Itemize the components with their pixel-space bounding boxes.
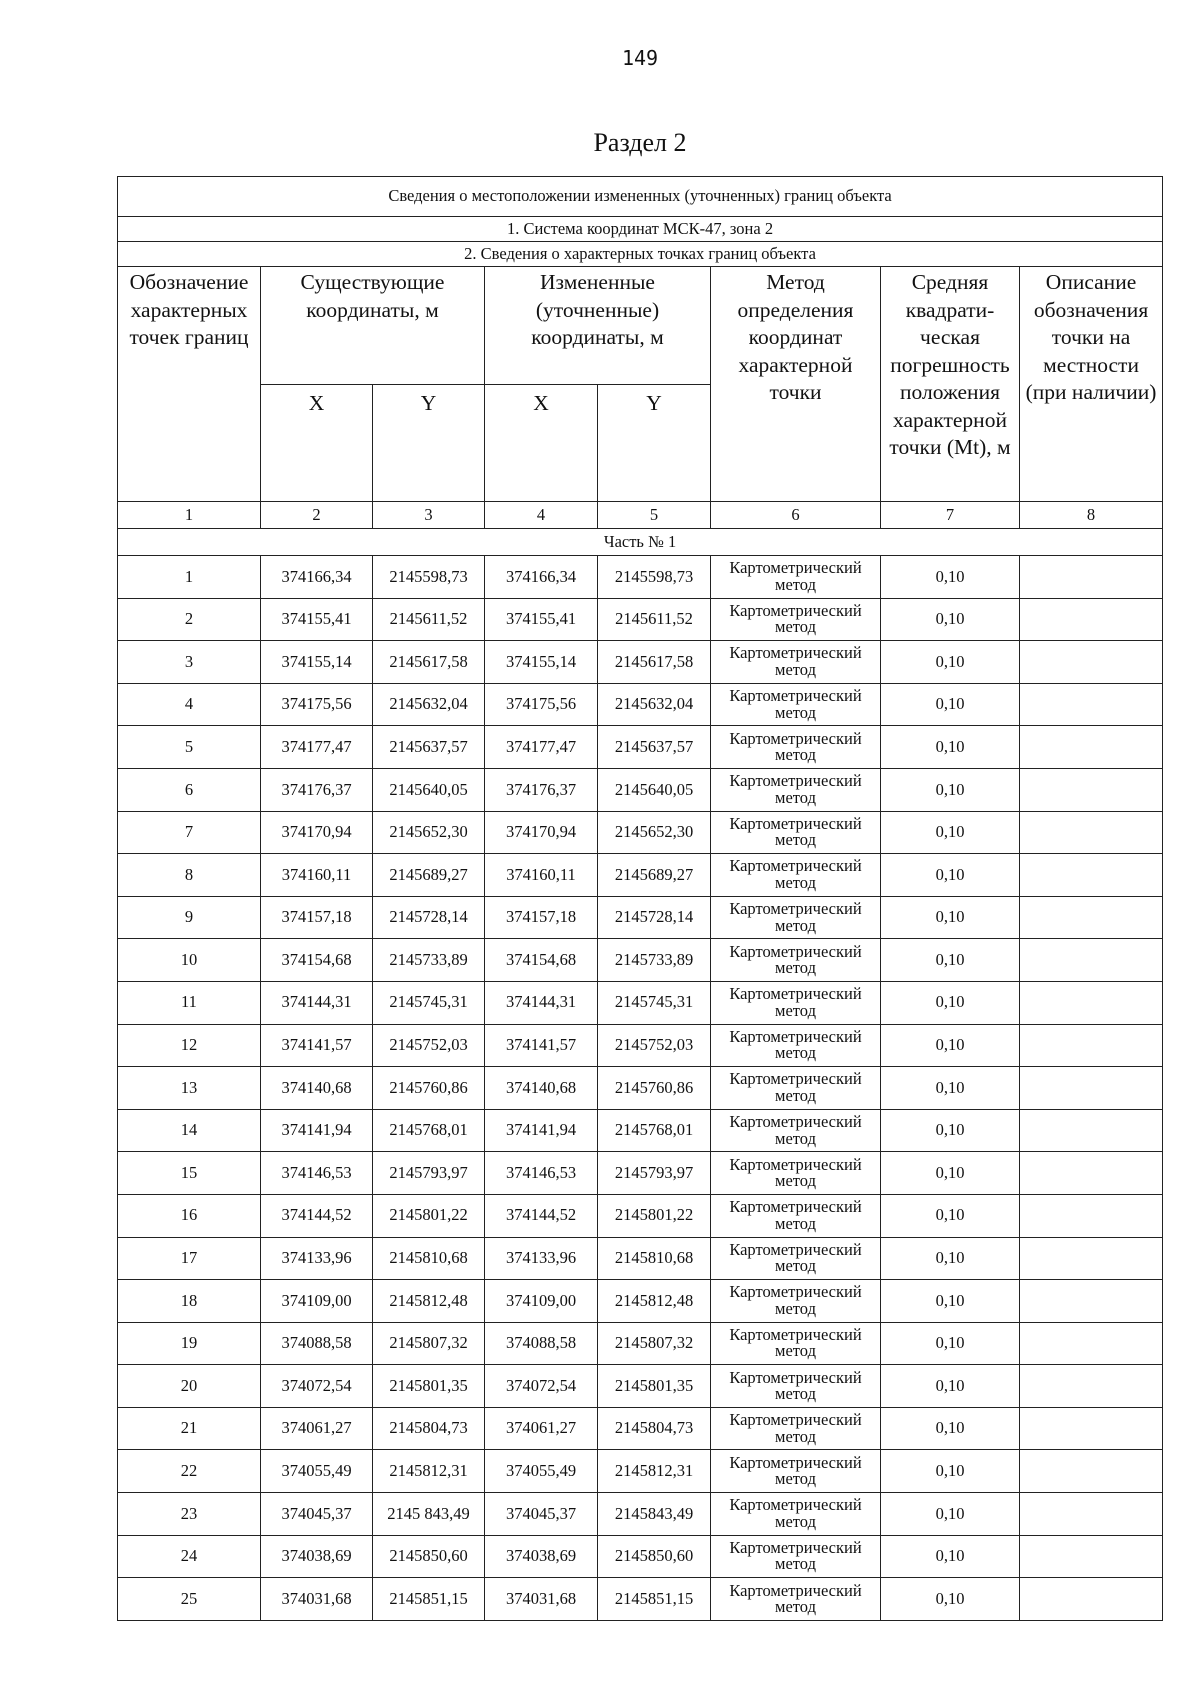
existing-x-value: 374088,58 [261, 1322, 373, 1365]
point-number: 21 [118, 1407, 261, 1450]
changed-y-value: 2145728,14 [598, 896, 711, 939]
changed-y-value: 2145812,48 [598, 1280, 711, 1323]
description-value [1020, 854, 1163, 897]
method-value: Картометрический метод [711, 768, 881, 811]
accuracy-value: 0,10 [881, 1578, 1020, 1621]
point-number: 8 [118, 854, 261, 897]
accuracy-value: 0,10 [881, 854, 1020, 897]
accuracy-value: 0,10 [881, 1535, 1020, 1578]
method-value: Картометрический метод [711, 1109, 881, 1152]
description-value [1020, 811, 1163, 854]
description-value [1020, 1322, 1163, 1365]
existing-x-value: 374144,31 [261, 981, 373, 1024]
existing-y-value: 2145752,03 [373, 1024, 485, 1067]
table-row [118, 726, 1163, 769]
accuracy-value: 0,10 [881, 1024, 1020, 1067]
accuracy-value: 0,10 [881, 1109, 1020, 1152]
accuracy-value: 0,10 [881, 1237, 1020, 1280]
description-value [1020, 768, 1163, 811]
accuracy-value: 0,10 [881, 556, 1020, 599]
changed-y-value: 2145793,97 [598, 1152, 711, 1195]
changed-y-value: 2145807,32 [598, 1322, 711, 1365]
method-value: Картометрический метод [711, 1067, 881, 1110]
changed-x-value: 374031,68 [485, 1578, 598, 1621]
existing-y-value: 2145617,58 [373, 641, 485, 684]
point-number: 17 [118, 1237, 261, 1280]
point-number: 2 [118, 598, 261, 641]
description-value [1020, 556, 1163, 599]
header-changed-y: Y [598, 385, 711, 502]
method-value: Картометрический метод [711, 1237, 881, 1280]
existing-x-value: 374141,94 [261, 1109, 373, 1152]
table-row [118, 598, 1163, 641]
description-value [1020, 1109, 1163, 1152]
accuracy-value: 0,10 [881, 683, 1020, 726]
existing-y-value: 2145611,52 [373, 598, 485, 641]
method-value: Картометрический метод [711, 641, 881, 684]
changed-y-value: 2145812,31 [598, 1450, 711, 1493]
column-number: 3 [373, 502, 485, 529]
accuracy-value: 0,10 [881, 1322, 1020, 1365]
changed-y-value: 2145768,01 [598, 1109, 711, 1152]
changed-y-value: 2145850,60 [598, 1535, 711, 1578]
changed-y-value: 2145752,03 [598, 1024, 711, 1067]
method-value: Картометрический метод [711, 556, 881, 599]
method-value: Картометрический метод [711, 1493, 881, 1536]
existing-x-value: 374140,68 [261, 1067, 373, 1110]
table-row [118, 1109, 1163, 1152]
existing-y-value: 2145 843,49 [373, 1493, 485, 1536]
description-value [1020, 896, 1163, 939]
column-number: 2 [261, 502, 373, 529]
header-existing-y: Y [373, 385, 485, 502]
table-row [118, 1237, 1163, 1280]
method-value: Картометрический метод [711, 939, 881, 982]
changed-x-value: 374141,57 [485, 1024, 598, 1067]
existing-x-value: 374154,68 [261, 939, 373, 982]
changed-y-value: 2145637,57 [598, 726, 711, 769]
description-value [1020, 1578, 1163, 1621]
existing-x-value: 374155,14 [261, 641, 373, 684]
changed-y-value: 2145640,05 [598, 768, 711, 811]
accuracy-value: 0,10 [881, 1493, 1020, 1536]
point-number: 12 [118, 1024, 261, 1067]
boundary-points-table [117, 176, 1163, 1621]
method-value: Картометрический метод [711, 1450, 881, 1493]
changed-y-value: 2145598,73 [598, 556, 711, 599]
description-value [1020, 683, 1163, 726]
changed-x-value: 374170,94 [485, 811, 598, 854]
existing-x-value: 374038,69 [261, 1535, 373, 1578]
method-value: Картометрический метод [711, 896, 881, 939]
changed-x-value: 374155,14 [485, 641, 598, 684]
description-value [1020, 1535, 1163, 1578]
changed-x-value: 374155,41 [485, 598, 598, 641]
header-accuracy: Средняя квадрати- ческая погрешность положения характерной точки (Mt), м [881, 267, 1020, 502]
points-info-heading: 2. Сведения о характерных точках границ объекта [118, 242, 1163, 267]
existing-y-value: 2145768,01 [373, 1109, 485, 1152]
changed-x-value: 374072,54 [485, 1365, 598, 1408]
point-number: 11 [118, 981, 261, 1024]
table-row [118, 1067, 1163, 1110]
existing-x-value: 374045,37 [261, 1493, 373, 1536]
column-number: 5 [598, 502, 711, 529]
changed-x-value: 374045,37 [485, 1493, 598, 1536]
changed-x-value: 374144,31 [485, 981, 598, 1024]
header-method: Метод определения координат характерной точки [711, 267, 881, 502]
table-row [118, 1450, 1163, 1493]
description-value [1020, 939, 1163, 982]
accuracy-value: 0,10 [881, 981, 1020, 1024]
changed-y-value: 2145617,58 [598, 641, 711, 684]
accuracy-value: 0,10 [881, 1152, 1020, 1195]
accuracy-value: 0,10 [881, 598, 1020, 641]
table-row [118, 811, 1163, 854]
existing-x-value: 374176,37 [261, 768, 373, 811]
changed-x-value: 374088,58 [485, 1322, 598, 1365]
existing-y-value: 2145745,31 [373, 981, 485, 1024]
table-row [118, 1322, 1163, 1365]
existing-x-value: 374055,49 [261, 1450, 373, 1493]
table-row [118, 683, 1163, 726]
method-value: Картометрический метод [711, 1535, 881, 1578]
method-value: Картометрический метод [711, 726, 881, 769]
part-label: Часть № 1 [118, 529, 1163, 556]
table-row [118, 896, 1163, 939]
existing-y-value: 2145812,31 [373, 1450, 485, 1493]
existing-x-value: 374109,00 [261, 1280, 373, 1323]
changed-y-value: 2145801,22 [598, 1194, 711, 1237]
description-value [1020, 1194, 1163, 1237]
description-value [1020, 1365, 1163, 1408]
point-number: 19 [118, 1322, 261, 1365]
existing-y-value: 2145851,15 [373, 1578, 485, 1621]
accuracy-value: 0,10 [881, 1067, 1020, 1110]
changed-y-value: 2145760,86 [598, 1067, 711, 1110]
accuracy-value: 0,10 [881, 811, 1020, 854]
accuracy-value: 0,10 [881, 1280, 1020, 1323]
changed-y-value: 2145745,31 [598, 981, 711, 1024]
existing-x-value: 374166,34 [261, 556, 373, 599]
table-row [118, 1578, 1163, 1621]
table-row [118, 1535, 1163, 1578]
method-value: Картометрический метод [711, 811, 881, 854]
existing-x-value: 374157,18 [261, 896, 373, 939]
header-point-designation: Обозначение характерных точек границ [118, 267, 261, 502]
table-row [118, 1280, 1163, 1323]
accuracy-value: 0,10 [881, 1365, 1020, 1408]
existing-y-value: 2145598,73 [373, 556, 485, 599]
table-title: Сведения о местоположении измененных (уточненных) границ объекта [118, 177, 1163, 217]
description-value [1020, 1024, 1163, 1067]
existing-y-value: 2145801,35 [373, 1365, 485, 1408]
point-number: 24 [118, 1535, 261, 1578]
changed-x-value: 374144,52 [485, 1194, 598, 1237]
changed-x-value: 374166,34 [485, 556, 598, 599]
table-row [118, 1024, 1163, 1067]
header-existing-coords: Существующие координаты, м [261, 267, 485, 385]
changed-y-value: 2145632,04 [598, 683, 711, 726]
existing-x-value: 374031,68 [261, 1578, 373, 1621]
point-number: 25 [118, 1578, 261, 1621]
accuracy-value: 0,10 [881, 768, 1020, 811]
table-row [118, 854, 1163, 897]
existing-x-value: 374175,56 [261, 683, 373, 726]
existing-x-value: 374177,47 [261, 726, 373, 769]
method-value: Картометрический метод [711, 854, 881, 897]
changed-y-value: 2145652,30 [598, 811, 711, 854]
description-value [1020, 726, 1163, 769]
table-row [118, 768, 1163, 811]
accuracy-value: 0,10 [881, 896, 1020, 939]
point-number: 16 [118, 1194, 261, 1237]
existing-x-value: 374144,52 [261, 1194, 373, 1237]
section-title: Раздел 2 [593, 128, 687, 157]
table-row [118, 1194, 1163, 1237]
changed-x-value: 374133,96 [485, 1237, 598, 1280]
existing-y-value: 2145801,22 [373, 1194, 485, 1237]
description-value [1020, 1237, 1163, 1280]
header-existing-x: X [261, 385, 373, 502]
existing-x-value: 374170,94 [261, 811, 373, 854]
method-value: Картометрический метод [711, 1578, 881, 1621]
changed-x-value: 374154,68 [485, 939, 598, 982]
table-row [118, 1365, 1163, 1408]
changed-x-value: 374175,56 [485, 683, 598, 726]
existing-y-value: 2145810,68 [373, 1237, 485, 1280]
existing-x-value: 374160,11 [261, 854, 373, 897]
existing-y-value: 2145804,73 [373, 1407, 485, 1450]
method-value: Картометрический метод [711, 1152, 881, 1195]
existing-x-value: 374146,53 [261, 1152, 373, 1195]
column-number: 1 [118, 502, 261, 529]
changed-x-value: 374157,18 [485, 896, 598, 939]
accuracy-value: 0,10 [881, 641, 1020, 684]
existing-x-value: 374141,57 [261, 1024, 373, 1067]
point-number: 13 [118, 1067, 261, 1110]
changed-x-value: 374038,69 [485, 1535, 598, 1578]
changed-x-value: 374055,49 [485, 1450, 598, 1493]
existing-x-value: 374133,96 [261, 1237, 373, 1280]
existing-y-value: 2145850,60 [373, 1535, 485, 1578]
point-number: 23 [118, 1493, 261, 1536]
changed-y-value: 2145733,89 [598, 939, 711, 982]
method-value: Картометрический метод [711, 598, 881, 641]
description-value [1020, 1407, 1163, 1450]
changed-x-value: 374176,37 [485, 768, 598, 811]
header-changed-coords: Измененные (уточненные) координаты, м [485, 267, 711, 385]
changed-x-value: 374109,00 [485, 1280, 598, 1323]
existing-y-value: 2145632,04 [373, 683, 485, 726]
point-number: 1 [118, 556, 261, 599]
point-number: 20 [118, 1365, 261, 1408]
changed-x-value: 374177,47 [485, 726, 598, 769]
column-number: 8 [1020, 502, 1163, 529]
existing-y-value: 2145793,97 [373, 1152, 485, 1195]
table-row [118, 981, 1163, 1024]
method-value: Картометрический метод [711, 1280, 881, 1323]
changed-y-value: 2145851,15 [598, 1578, 711, 1621]
point-number: 15 [118, 1152, 261, 1195]
existing-y-value: 2145728,14 [373, 896, 485, 939]
description-value [1020, 641, 1163, 684]
description-value [1020, 1493, 1163, 1536]
existing-y-value: 2145733,89 [373, 939, 485, 982]
table-row [118, 1407, 1163, 1450]
point-number: 4 [118, 683, 261, 726]
table-row [118, 1493, 1163, 1536]
changed-x-value: 374061,27 [485, 1407, 598, 1450]
accuracy-value: 0,10 [881, 726, 1020, 769]
existing-y-value: 2145637,57 [373, 726, 485, 769]
coordinate-system: 1. Система координат МСК-47, зона 2 [118, 217, 1163, 242]
changed-x-value: 374140,68 [485, 1067, 598, 1110]
table-row [118, 641, 1163, 684]
description-value [1020, 598, 1163, 641]
point-number: 5 [118, 726, 261, 769]
column-number: 4 [485, 502, 598, 529]
changed-y-value: 2145801,35 [598, 1365, 711, 1408]
existing-y-value: 2145652,30 [373, 811, 485, 854]
point-number: 3 [118, 641, 261, 684]
existing-y-value: 2145807,32 [373, 1322, 485, 1365]
table-row [118, 556, 1163, 599]
point-number: 14 [118, 1109, 261, 1152]
changed-y-value: 2145804,73 [598, 1407, 711, 1450]
description-value [1020, 981, 1163, 1024]
point-number: 6 [118, 768, 261, 811]
header-description: Описание обозначения точки на местности (при наличии) [1020, 267, 1163, 502]
existing-x-value: 374155,41 [261, 598, 373, 641]
existing-y-value: 2145689,27 [373, 854, 485, 897]
point-number: 18 [118, 1280, 261, 1323]
description-value [1020, 1450, 1163, 1493]
table-row [118, 939, 1163, 982]
description-value [1020, 1152, 1163, 1195]
changed-y-value: 2145843,49 [598, 1493, 711, 1536]
existing-y-value: 2145812,48 [373, 1280, 485, 1323]
point-number: 22 [118, 1450, 261, 1493]
description-value [1020, 1067, 1163, 1110]
accuracy-value: 0,10 [881, 1194, 1020, 1237]
accuracy-value: 0,10 [881, 1450, 1020, 1493]
column-number: 7 [881, 502, 1020, 529]
changed-y-value: 2145689,27 [598, 854, 711, 897]
method-value: Картометрический метод [711, 683, 881, 726]
method-value: Картометрический метод [711, 1365, 881, 1408]
page-number: 149 [621, 46, 659, 70]
header-changed-x: X [485, 385, 598, 502]
existing-y-value: 2145760,86 [373, 1067, 485, 1110]
existing-x-value: 374072,54 [261, 1365, 373, 1408]
point-number: 9 [118, 896, 261, 939]
description-value [1020, 1280, 1163, 1323]
method-value: Картометрический метод [711, 1194, 881, 1237]
method-value: Картометрический метод [711, 1024, 881, 1067]
changed-y-value: 2145810,68 [598, 1237, 711, 1280]
method-value: Картометрический метод [711, 981, 881, 1024]
table-row [118, 1152, 1163, 1195]
existing-x-value: 374061,27 [261, 1407, 373, 1450]
changed-x-value: 374146,53 [485, 1152, 598, 1195]
changed-y-value: 2145611,52 [598, 598, 711, 641]
method-value: Картометрический метод [711, 1322, 881, 1365]
point-number: 10 [118, 939, 261, 982]
column-number: 6 [711, 502, 881, 529]
accuracy-value: 0,10 [881, 1407, 1020, 1450]
existing-y-value: 2145640,05 [373, 768, 485, 811]
method-value: Картометрический метод [711, 1407, 881, 1450]
point-number: 7 [118, 811, 261, 854]
changed-x-value: 374141,94 [485, 1109, 598, 1152]
accuracy-value: 0,10 [881, 939, 1020, 982]
changed-x-value: 374160,11 [485, 854, 598, 897]
